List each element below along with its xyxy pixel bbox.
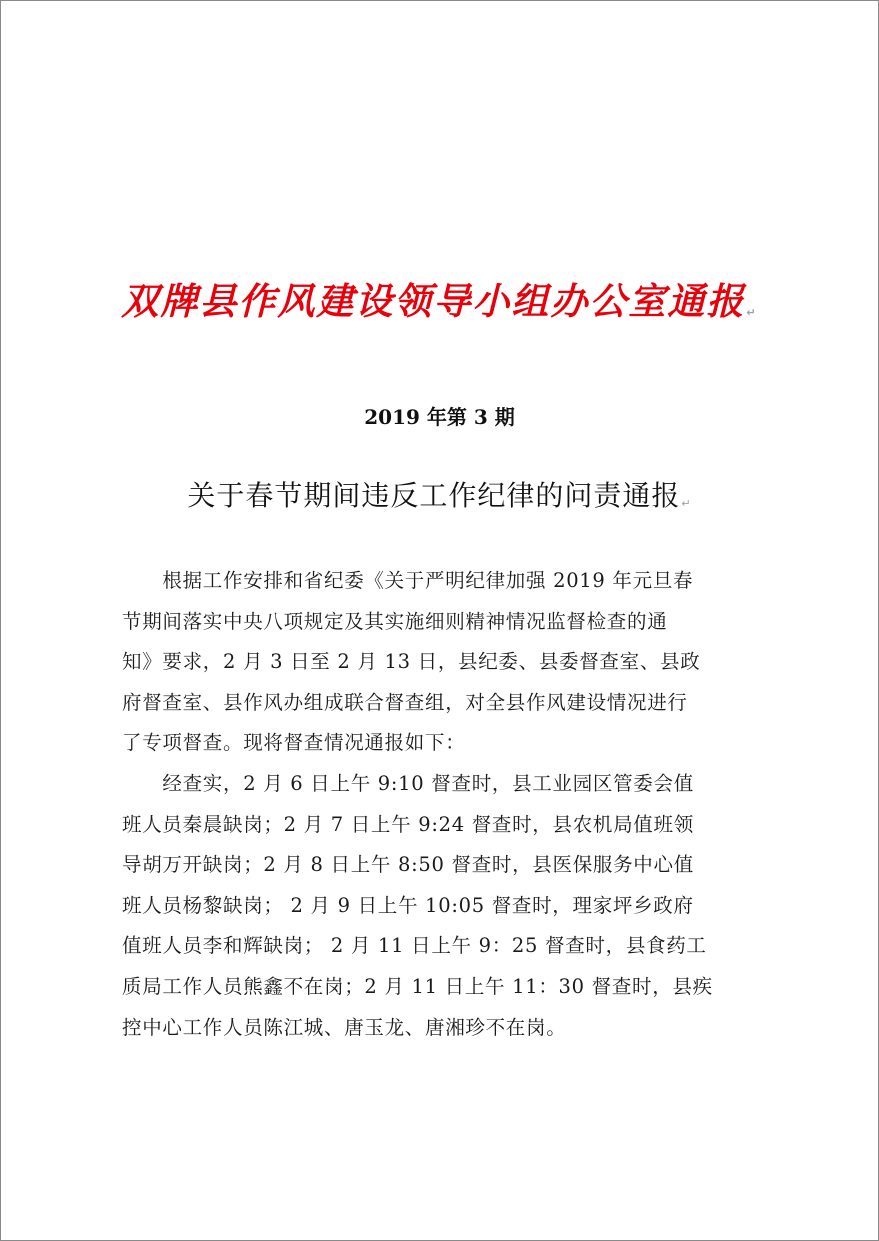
header-title-text: 双牌县作风建设领导小组办公室通报 (121, 279, 746, 323)
notice-subject-text: 关于春节期间违反工作纪律的问责通报 (187, 479, 681, 512)
body-line: 班人员杨黎缺岗； 2 月 9 日上午 10:05 督查时，理家坪乡政府 (122, 893, 694, 917)
body-line: 根据工作安排和省纪委《关于严明纪律加强 2019 年元旦春 (122, 569, 694, 592)
paragraph-mark-icon: ↵ (746, 306, 758, 319)
body-line: 质局工作人员熊鑫不在岗；2 月 11 日上午 11：30 督查时，县疾 (122, 974, 713, 998)
notice-body (122, 561, 772, 1048)
body-line: 值班人员李和辉缺岗； 2 月 11 日上午 9：25 督查时，县食药工 (122, 934, 707, 958)
body-line: 了专项督查。现将督查情况通报如下： (122, 731, 466, 755)
body-line: 经查实，2 月 6 日上午 9:10 督查时，县工业园区管委会值 (122, 771, 694, 795)
issue-number: 2019 年第 3 期 (364, 405, 515, 429)
body-line: 府督查室、县作风办组成联合督查组，对全县作风建设情况进行 (122, 690, 688, 714)
body-line: 导胡万开缺岗；2 月 8 日上午 8:50 督查时，县医保服务中心值 (122, 853, 694, 877)
body-line: 班人员秦晨缺岗；2 月 7 日上午 9:24 督查时，县农机局值班领 (122, 812, 694, 836)
body-line: 节期间落实中央八项规定及其实施细则精神情况监督检查的通 (122, 609, 668, 633)
paragraph-mark-icon: ↵ (681, 497, 692, 510)
body-line: 控中心工作人员陈江城、唐玉龙、唐湘珍不在岗。 (122, 1015, 567, 1039)
document-header-title (1, 271, 878, 325)
notice-subject (1, 474, 878, 514)
body-line: 知》要求，2 月 3 日至 2 月 13 日，县纪委、县委督查室、县政 (122, 650, 701, 674)
